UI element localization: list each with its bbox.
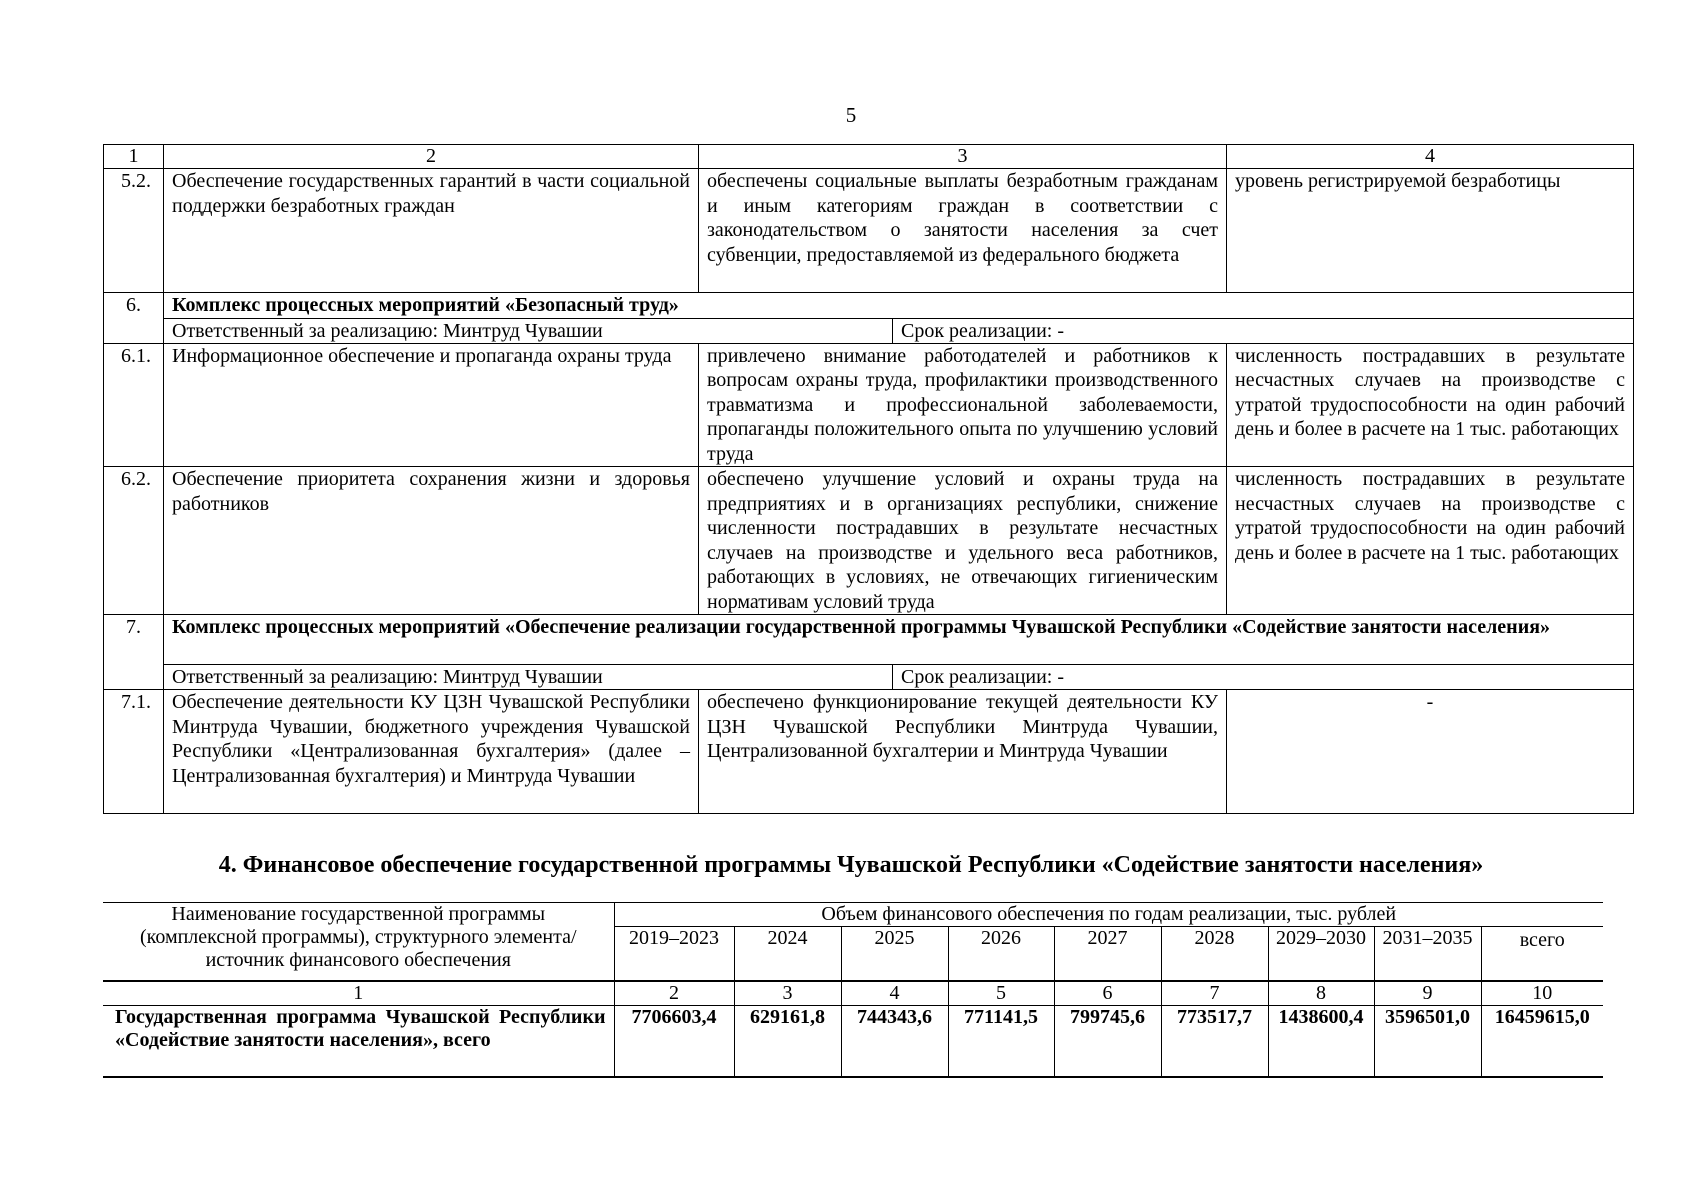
column-number: 5	[948, 981, 1054, 1006]
task-cell: Обеспечение приоритета сохранения жизни и здоровья работников	[164, 467, 699, 615]
column-number: 9	[1374, 981, 1481, 1006]
complex-info	[164, 665, 1634, 690]
result-cell: обеспечено улучшение условий и охраны труда на предприятиях и в организациях республики, снижение численности пострадавших в результате несчастных случаев на производстве и удельного веса работников, работающих в условиях, не отвечающих гигиеническим нормативам условий труда	[699, 467, 1227, 615]
value-cell: 771141,5	[948, 1005, 1054, 1077]
complex-info-row	[104, 318, 1634, 343]
header-row	[104, 145, 1634, 169]
term-label: Срок реализации: -	[901, 666, 1065, 688]
indicator-cell: -	[1227, 690, 1634, 814]
column-number: 2	[614, 981, 734, 1006]
row-number: 6.2.	[104, 467, 164, 615]
column-number: 4	[841, 981, 948, 1006]
complex-info-row	[104, 665, 1634, 690]
responsible-label: Ответственный за реализацию: Минтруд Чувашии	[164, 319, 893, 343]
complex-title-row	[104, 293, 1634, 319]
header-cell: 1	[104, 145, 164, 169]
column-number: 7	[1161, 981, 1268, 1006]
indicator-cell: численность пострадавших в результате несчастных случаев на производстве с утратой трудоспособности на один рабочий день и более в расчете на 1 тыс. работающих	[1227, 343, 1634, 467]
finance-header-row	[103, 903, 1603, 927]
year-header: 2031–2035	[1374, 927, 1481, 981]
table-row	[104, 343, 1634, 467]
complex-title: Комплекс процессных мероприятий «Обеспечение реализации государственной программы Чувашской Республики «Содействие занятости населения»	[164, 615, 1634, 665]
header-cell: 2	[164, 145, 699, 169]
value-cell: 16459615,0	[1481, 1005, 1603, 1077]
row-number: 7.1.	[104, 690, 164, 814]
activities-table	[103, 144, 1634, 814]
result-cell: обеспечено функционирование текущей деятельности КУ ЦЗН Чувашской Республики Минтруда Чувашии, Централизованной бухгалтерии и Минтруда Чувашии	[699, 690, 1227, 814]
finance-row	[103, 1005, 1603, 1077]
volume-header: Объем финансового обеспечения по годам реализации, тыс. рублей	[614, 903, 1603, 927]
header-cell: 3	[699, 145, 1227, 169]
page-number: 5	[845, 103, 857, 127]
column-number: 10	[1481, 981, 1603, 1006]
result-cell: привлечено внимание работодателей и работников к вопросам охраны труда, профилактики производственного травматизма и профессиональной заболеваемости, пропаганды положительного опыта по улучшению условий труда	[699, 343, 1227, 467]
column-number: 3	[734, 981, 841, 1006]
program-label: Государственная программа Чувашской Республики «Содействие занятости населения», всего	[103, 1005, 614, 1077]
value-cell: 799745,6	[1054, 1005, 1161, 1077]
year-header: 2028	[1161, 927, 1268, 981]
year-header: 2026	[948, 927, 1054, 981]
name-header: Наименование государственной программы (комплексной программы), структурного элемента/источник финансового обеспечения	[103, 903, 614, 981]
column-number: 6	[1054, 981, 1161, 1006]
year-header: 2024	[734, 927, 841, 981]
row-number: 5.2.	[104, 169, 164, 293]
section-title: 4. Финансовое обеспечение государственной программы Чувашской Республики «Содействие занятости населения»	[218, 852, 1484, 878]
value-cell: 773517,7	[1161, 1005, 1268, 1077]
table-row	[104, 169, 1634, 293]
task-cell: Информационное обеспечение и пропаганда охраны труда	[164, 343, 699, 467]
complex-number: 6.	[104, 293, 164, 344]
finance-table	[103, 902, 1603, 1078]
column-number: 1	[103, 981, 614, 1006]
value-cell: 7706603,4	[614, 1005, 734, 1077]
year-header: 2019–2023	[614, 927, 734, 981]
value-cell: 1438600,4	[1268, 1005, 1374, 1077]
complex-title-row	[104, 615, 1634, 665]
table-row	[104, 467, 1634, 615]
complex-title: Комплекс процессных мероприятий «Безопасный труд»	[164, 293, 1634, 319]
responsible-label: Ответственный за реализацию: Минтруд Чувашии	[164, 665, 893, 689]
indicator-cell: численность пострадавших в результате несчастных случаев на производстве с утратой трудоспособности на один рабочий день и более в расчете на 1 тыс. работающих	[1227, 467, 1634, 615]
value-cell: 629161,8	[734, 1005, 841, 1077]
value-cell: 3596501,0	[1374, 1005, 1481, 1077]
year-header: всего	[1481, 927, 1603, 981]
table-row	[104, 690, 1634, 814]
year-header: 2025	[841, 927, 948, 981]
header-cell: 4	[1227, 145, 1634, 169]
row-number: 6.1.	[104, 343, 164, 467]
result-cell: обеспечены социальные выплаты безработным гражданам и иным категориям граждан в соответствии с законодательством о занятости населения за счет субвенции, предоставляемой из федерального бюджета	[699, 169, 1227, 293]
column-number-row	[103, 981, 1603, 1006]
value-cell: 744343,6	[841, 1005, 948, 1077]
term-label: Срок реализации: -	[901, 319, 1065, 342]
year-header: 2029–2030	[1268, 927, 1374, 981]
year-header: 2027	[1054, 927, 1161, 981]
task-cell: Обеспечение государственных гарантий в части социальной поддержки безработных граждан	[164, 169, 699, 293]
complex-number: 7.	[104, 615, 164, 690]
indicator-cell: уровень регистрируемой безработицы	[1227, 169, 1634, 293]
complex-info	[164, 318, 1634, 343]
task-cell: Обеспечение деятельности КУ ЦЗН Чувашской Республики Минтруда Чувашии, бюджетного учреждения Чувашской Республики «Централизованная бухгалтерия» (далее – Централизованная бухгалтерия) и Минтруда Чувашии	[164, 690, 699, 814]
column-number: 8	[1268, 981, 1374, 1006]
